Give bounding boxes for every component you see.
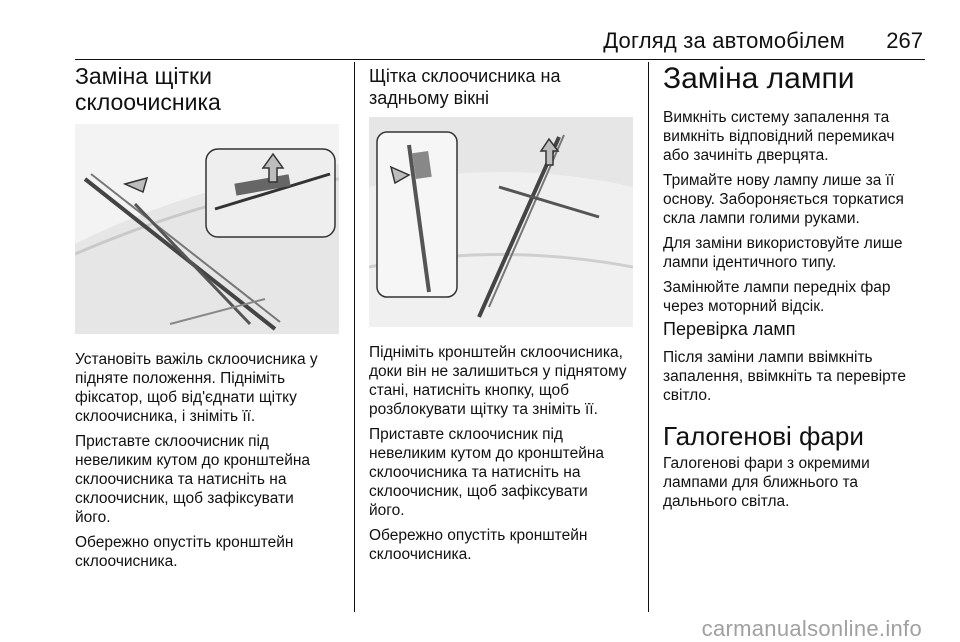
section-heading-wiper-replacement: Заміна щітки склоочисника <box>75 63 221 115</box>
paragraph: Підніміть кронштейн склоочисника, доки він не залишиться у піднятому стані, натисніть кнопку, щоб розблокувати щітку та зніміть її. <box>369 344 627 418</box>
paragraph: Обережно опустіть кронштейн склоочисника. <box>75 534 294 570</box>
paragraph: Тримайте нову лампу лише за її основу. Забороняється торкатися скла лампи голими руками. <box>663 172 904 227</box>
paragraph: Установіть важіль склоочисника у підняте положення. Підніміть фіксатор, щоб від'єднати щітку склоочисника, і зніміть її. <box>75 351 318 425</box>
chapter-title: Догляд за автомобілем <box>603 28 845 53</box>
col2-text <box>369 343 641 564</box>
paragraph: Приставте склоочисник під невеликим кутом до кронштейна склоочисника та натисніть на склоочисник, щоб зафіксувати його. <box>369 426 605 519</box>
col1-text <box>75 350 343 571</box>
rear-wiper-illustration <box>369 117 633 327</box>
subheading-bulb-check: Перевірка ламп <box>663 319 796 339</box>
paragraph: Приставте склоочисник під невеликим кутом до кронштейна склоочисника та натисніть на склоочисник, щоб зафіксувати його. <box>75 433 311 526</box>
section-heading-rear-wiper: Щітка склоочисника на задньому вікні <box>369 66 561 108</box>
section-heading-halogen: Галогенові фари <box>663 421 864 451</box>
paragraph: Для заміни використовуйте лише лампи ідентичного типу. <box>663 235 903 271</box>
column-divider-1 <box>354 62 355 612</box>
paragraph: Замінюйте лампи передніх фар через моторний відсік. <box>663 279 891 315</box>
front-wiper-illustration <box>75 124 339 334</box>
watermark: carmanualsonline.info <box>701 616 922 641</box>
col3-text-c: Галогенові фари з окремими лампами для ближнього та дальнього світла. <box>663 455 870 510</box>
col3-text-b: Після заміни лампи ввімкніть запалення, ввімкніть та перевірте світло. <box>663 349 906 404</box>
header-rule <box>75 59 925 60</box>
col3-text-a <box>663 108 925 316</box>
page-header <box>75 26 925 62</box>
section-heading-bulb-replacement: Заміна лампи <box>663 62 855 95</box>
paragraph: Обережно опустіть кронштейн склоочисника. <box>369 527 588 563</box>
column-divider-2 <box>648 62 649 612</box>
paragraph: Вимкніть систему запалення та вимкніть відповідний перемикач або зачиніть дверцята. <box>663 109 895 164</box>
page-number: 267 <box>886 28 923 53</box>
